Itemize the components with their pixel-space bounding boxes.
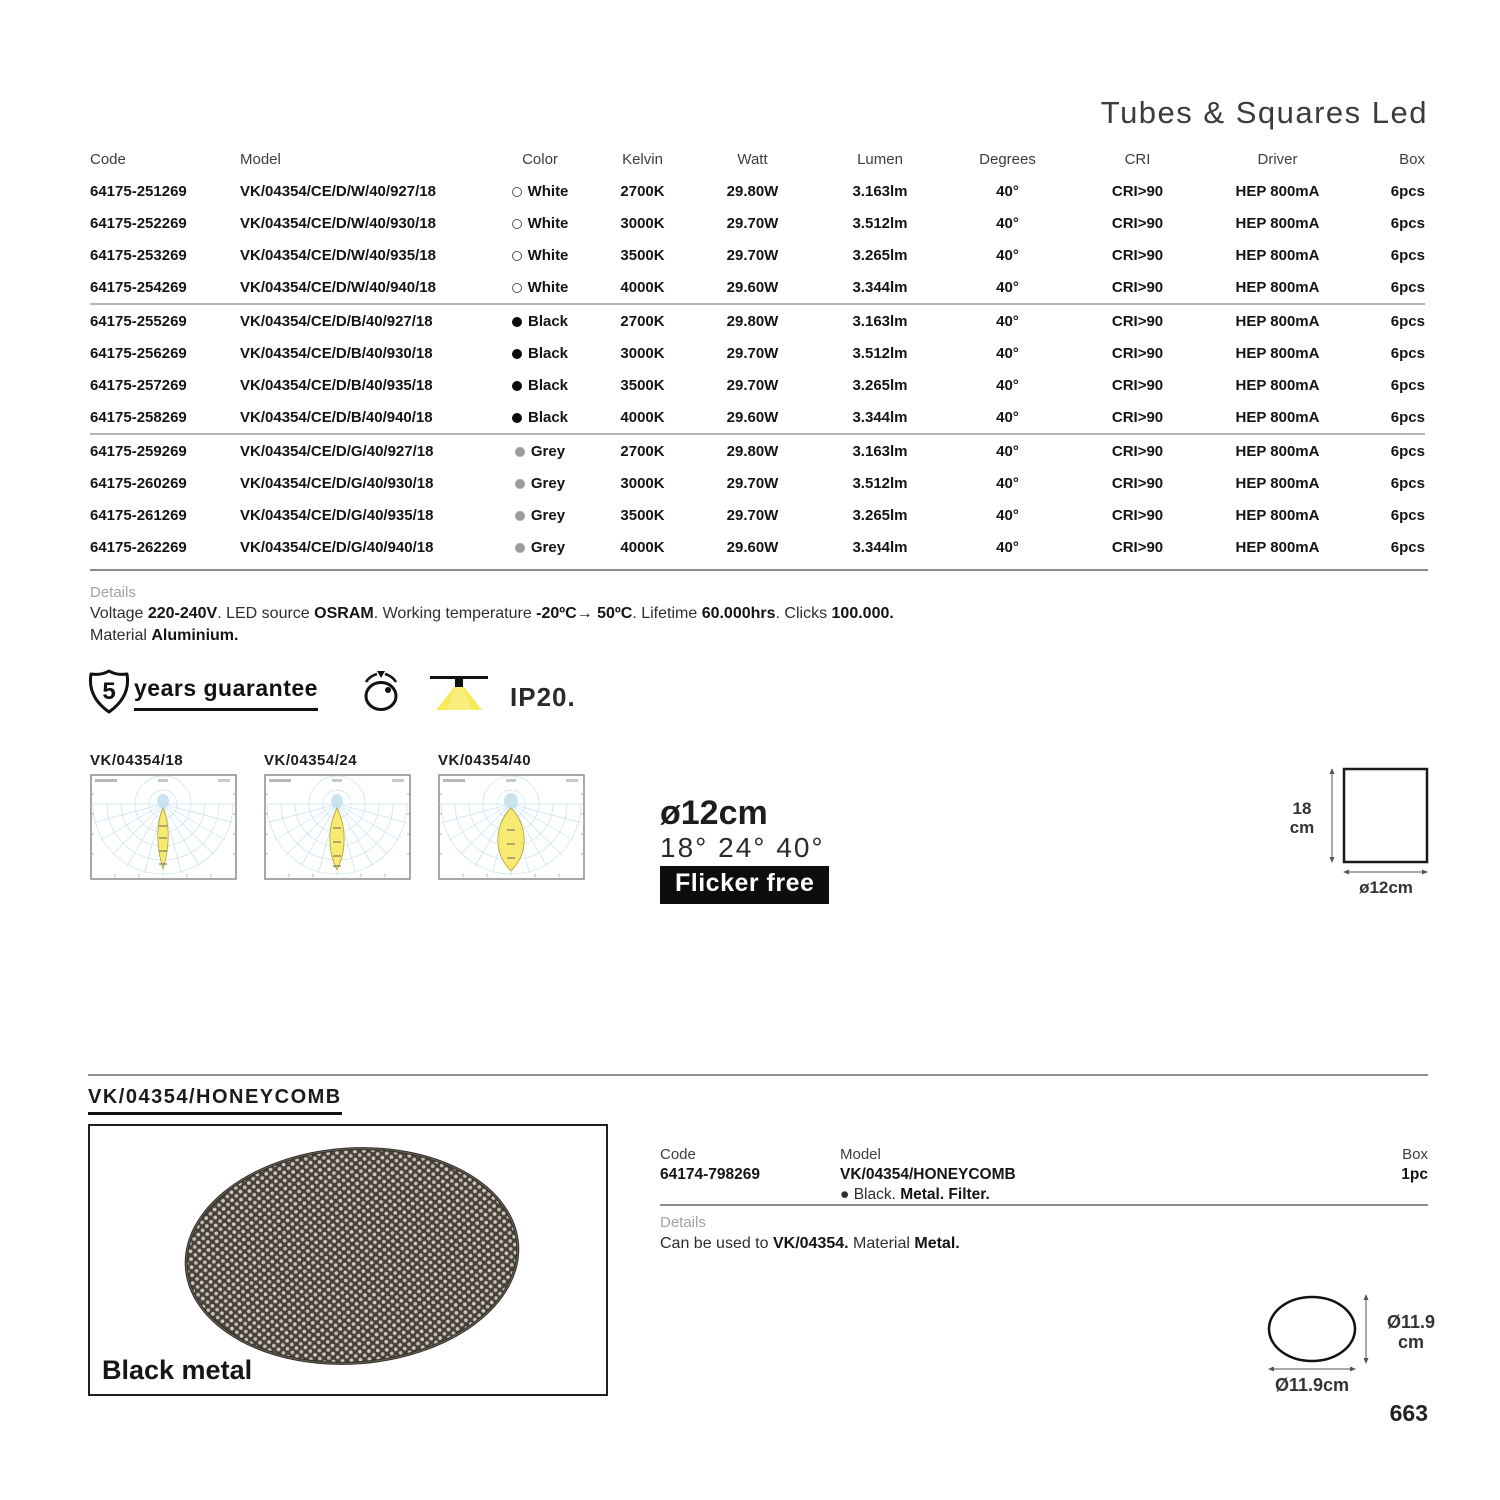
honeycomb-heading: VK/04354/HONEYCOMB — [88, 1086, 342, 1115]
color-label: White — [527, 278, 569, 296]
cell-watt: 29.70W — [726, 474, 779, 492]
col-header-model: Model — [240, 150, 281, 168]
dimmer-icon — [358, 668, 404, 718]
cell-lumen: 3.265lm — [852, 246, 908, 264]
details-line-1: Voltage 220-240V. LED source OSRAM. Working temperature -20ºC→ 50ºC. Lifetime 60.000hrs. Clicks 100.000. — [90, 605, 894, 622]
cell-cri: CRI>90 — [1111, 312, 1164, 330]
col-header-driver: Driver — [1257, 150, 1298, 168]
cell-kelvin: 2700K — [620, 182, 665, 200]
honeycomb-details-divider — [660, 1204, 1428, 1206]
diagram-label: VK/04354/18 — [90, 752, 184, 769]
cell-lumen: 3.344lm — [852, 278, 908, 296]
table-row — [90, 175, 1425, 207]
table-group — [90, 175, 1425, 305]
honeycomb-code-value: 64174-798269 — [660, 1166, 760, 1183]
cell-box: 6pcs — [1390, 474, 1425, 492]
table-header-row — [90, 143, 1425, 175]
circle-dimension-drawing — [1240, 1280, 1500, 1405]
cell-watt: 29.70W — [726, 506, 779, 524]
cell-color — [485, 279, 595, 296]
cell-model: VK/04354/CE/D/W/40/940/18 — [240, 278, 436, 296]
guarantee-label: years guarantee — [134, 675, 318, 711]
cell-kelvin: 3000K — [620, 474, 665, 492]
cell-code: 64175-256269 — [90, 344, 187, 362]
cell-color — [485, 345, 595, 362]
cell-cri: CRI>90 — [1111, 408, 1164, 426]
cell-watt: 29.70W — [726, 376, 779, 394]
color-dot-black — [512, 413, 522, 423]
color-dot-grey — [515, 479, 525, 489]
col-header-color: Color — [522, 150, 558, 168]
color-dot-white — [512, 219, 522, 229]
cell-degrees: 40° — [996, 474, 1019, 492]
color-label: Black — [527, 344, 569, 362]
honeycomb-details-line: Can be used to VK/04354. Material Metal. — [660, 1235, 960, 1252]
honeycomb-color-line: ● Black. Metal. Filter. — [840, 1186, 990, 1203]
cell-kelvin: 3000K — [620, 344, 665, 362]
cell-lumen: 3.512lm — [852, 474, 908, 492]
cell-model: VK/04354/CE/D/W/40/935/18 — [240, 246, 436, 264]
cell-watt: 29.70W — [726, 214, 779, 232]
color-label: White — [527, 246, 569, 264]
honeycomb-box-value: 1pc — [1401, 1166, 1428, 1183]
color-dot-grey — [515, 447, 525, 457]
color-label: Black — [527, 312, 569, 330]
cell-lumen: 3.512lm — [852, 214, 908, 232]
cell-watt: 29.70W — [726, 344, 779, 362]
product-table — [90, 143, 1425, 563]
color-dot-grey — [515, 543, 525, 553]
diagram-label: VK/04354/24 — [264, 752, 358, 769]
cell-cri: CRI>90 — [1111, 278, 1164, 296]
col-header-lumen: Lumen — [857, 150, 903, 168]
polar-curve-chart-18 — [90, 774, 237, 880]
col-header-cri: CRI — [1124, 150, 1151, 168]
cell-watt: 29.60W — [726, 278, 779, 296]
cell-color — [485, 409, 595, 426]
cell-lumen: 3.163lm — [852, 312, 908, 330]
table-row — [90, 435, 1425, 467]
photometric-diagram-40 — [438, 752, 585, 885]
cell-driver: HEP 800mA — [1235, 344, 1320, 362]
honeycomb-box-label: Box — [1402, 1146, 1428, 1163]
cell-color — [485, 215, 595, 232]
cell-cri: CRI>90 — [1111, 376, 1164, 394]
color-dot-black — [512, 381, 522, 391]
honeycomb-code-label: Code — [660, 1146, 696, 1163]
cell-lumen: 3.265lm — [852, 376, 908, 394]
cell-box: 6pcs — [1390, 538, 1425, 556]
cell-code: 64175-255269 — [90, 312, 187, 330]
table-row — [90, 305, 1425, 337]
cell-degrees: 40° — [996, 506, 1019, 524]
table-row — [90, 207, 1425, 239]
color-label: Black — [527, 376, 569, 394]
cell-color — [485, 377, 595, 394]
color-dot-black — [512, 349, 522, 359]
cell-code: 64175-261269 — [90, 506, 187, 524]
circle-width-dimension-label: Ø11.9cm — [1274, 1375, 1350, 1395]
cell-driver: HEP 800mA — [1235, 182, 1320, 200]
cell-color — [485, 507, 595, 524]
cell-degrees: 40° — [996, 442, 1019, 460]
photometric-diagram-18 — [90, 752, 237, 885]
honeycomb-model-value: VK/04354/HONEYCOMB — [840, 1166, 1016, 1183]
cell-degrees: 40° — [996, 214, 1019, 232]
color-label: Grey — [530, 538, 566, 556]
cell-code: 64175-260269 — [90, 474, 187, 492]
cell-driver: HEP 800mA — [1235, 506, 1320, 524]
cell-code: 64175-259269 — [90, 442, 187, 460]
cell-code: 64175-257269 — [90, 376, 187, 394]
cell-driver: HEP 800mA — [1235, 538, 1320, 556]
diameter-label: ø12cm — [660, 794, 768, 832]
cell-driver: HEP 800mA — [1235, 442, 1320, 460]
beam-angles-label: 18° 24° 40° — [660, 832, 825, 863]
cell-degrees: 40° — [996, 246, 1019, 264]
table-row — [90, 531, 1425, 563]
cell-driver: HEP 800mA — [1235, 278, 1320, 296]
cell-cri: CRI>90 — [1111, 474, 1164, 492]
honeycomb-details-label: Details — [660, 1214, 706, 1231]
cell-watt: 29.80W — [726, 312, 779, 330]
cell-color — [485, 475, 595, 492]
cell-box: 6pcs — [1390, 246, 1425, 264]
color-dot-black — [512, 317, 522, 327]
cell-kelvin: 2700K — [620, 312, 665, 330]
cell-lumen: 3.163lm — [852, 442, 908, 460]
cell-model: VK/04354/CE/D/G/40/935/18 — [240, 506, 434, 524]
color-label: Black — [527, 408, 569, 426]
cell-degrees: 40° — [996, 312, 1019, 330]
cell-model: VK/04354/CE/D/G/40/927/18 — [240, 442, 434, 460]
cell-code: 64175-254269 — [90, 278, 187, 296]
diagram-label: VK/04354/40 — [438, 752, 532, 769]
table-group — [90, 305, 1425, 435]
cell-driver: HEP 800mA — [1235, 246, 1320, 264]
honeycomb-mesh-illustration — [90, 1126, 606, 1394]
cell-watt: 29.80W — [726, 182, 779, 200]
cell-model: VK/04354/CE/D/G/40/940/18 — [240, 538, 434, 556]
cell-color — [485, 247, 595, 264]
cell-box: 6pcs — [1390, 408, 1425, 426]
cell-cri: CRI>90 — [1111, 182, 1164, 200]
col-header-watt: Watt — [737, 150, 768, 168]
cell-cri: CRI>90 — [1111, 214, 1164, 232]
cell-degrees: 40° — [996, 538, 1019, 556]
cell-watt: 29.70W — [726, 246, 779, 264]
cell-model: VK/04354/CE/D/B/40/935/18 — [240, 376, 433, 394]
details-label: Details — [90, 584, 136, 601]
cell-driver: HEP 800mA — [1235, 408, 1320, 426]
flicker-free-badge: Flicker free — [660, 866, 829, 904]
table-row — [90, 499, 1425, 531]
cell-box: 6pcs — [1390, 442, 1425, 460]
page-number: 663 — [1389, 1400, 1428, 1426]
cell-kelvin: 4000K — [620, 408, 665, 426]
cell-kelvin: 2700K — [620, 442, 665, 460]
cell-driver: HEP 800mA — [1235, 474, 1320, 492]
cell-degrees: 40° — [996, 376, 1019, 394]
cell-box: 6pcs — [1390, 376, 1425, 394]
page-title: Tubes & Squares Led — [1100, 95, 1428, 130]
cell-lumen: 3.512lm — [852, 344, 908, 362]
circle-height-dimension-label: Ø11.9 cm — [1386, 1312, 1436, 1352]
cell-code: 64175-262269 — [90, 538, 187, 556]
cell-kelvin: 3500K — [620, 376, 665, 394]
guarantee-shield-icon — [86, 668, 132, 716]
cell-box: 6pcs — [1390, 506, 1425, 524]
cell-code: 64175-252269 — [90, 214, 187, 232]
polar-curve-chart-40 — [438, 774, 585, 880]
table-end-divider — [90, 569, 1428, 571]
cell-lumen: 3.265lm — [852, 506, 908, 524]
honeycomb-caption: Black metal — [102, 1355, 253, 1385]
table-row — [90, 369, 1425, 401]
cell-model: VK/04354/CE/D/W/40/927/18 — [240, 182, 436, 200]
cell-degrees: 40° — [996, 278, 1019, 296]
cell-model: VK/04354/CE/D/B/40/930/18 — [240, 344, 433, 362]
svg-text:5: 5 — [102, 678, 116, 705]
cell-box: 6pcs — [1390, 312, 1425, 330]
cell-color — [485, 443, 595, 460]
cell-cri: CRI>90 — [1111, 506, 1164, 524]
color-dot-grey — [515, 511, 525, 521]
table-row — [90, 271, 1425, 303]
cell-color — [485, 539, 595, 556]
cell-cri: CRI>90 — [1111, 442, 1164, 460]
cell-cri: CRI>90 — [1111, 344, 1164, 362]
table-body — [90, 175, 1425, 563]
osram-brand: OSRAM — [314, 605, 374, 622]
col-header-kelvin: Kelvin — [622, 150, 663, 168]
cell-kelvin: 4000K — [620, 538, 665, 556]
width-dimension-label: ø12cm — [1359, 878, 1413, 897]
cell-degrees: 40° — [996, 408, 1019, 426]
color-label: White — [527, 214, 569, 232]
cell-kelvin: 4000K — [620, 278, 665, 296]
cell-code: 64175-251269 — [90, 182, 187, 200]
col-header-code: Code — [90, 150, 126, 168]
table-row — [90, 401, 1425, 433]
cell-code: 64175-258269 — [90, 408, 187, 426]
cell-degrees: 40° — [996, 182, 1019, 200]
square-dimension-drawing — [1280, 755, 1450, 905]
black-dot-bullet: ● — [840, 1186, 850, 1203]
cell-watt: 29.80W — [726, 442, 779, 460]
cell-box: 6pcs — [1390, 278, 1425, 296]
cell-cri: CRI>90 — [1111, 538, 1164, 556]
cell-box: 6pcs — [1390, 214, 1425, 232]
cell-color — [485, 313, 595, 330]
height-dimension-label: 18 cm — [1289, 799, 1315, 837]
cell-kelvin: 3500K — [620, 246, 665, 264]
cell-watt: 29.60W — [726, 538, 779, 556]
section-divider — [88, 1074, 1428, 1076]
cell-degrees: 40° — [996, 344, 1019, 362]
cell-kelvin: 3500K — [620, 506, 665, 524]
col-header-box: Box — [1399, 150, 1425, 168]
photometric-diagram-24 — [264, 752, 411, 885]
table-row — [90, 239, 1425, 271]
honeycomb-product-image — [88, 1124, 608, 1396]
color-dot-white — [512, 251, 522, 261]
table-row — [90, 337, 1425, 369]
cell-box: 6pcs — [1390, 344, 1425, 362]
cell-kelvin: 3000K — [620, 214, 665, 232]
cell-driver: HEP 800mA — [1235, 312, 1320, 330]
color-dot-white — [512, 283, 522, 293]
cell-model: VK/04354/CE/D/G/40/930/18 — [240, 474, 434, 492]
cell-driver: HEP 800mA — [1235, 376, 1320, 394]
ip-rating: IP20. — [510, 682, 576, 712]
cell-model: VK/04354/CE/D/B/40/940/18 — [240, 408, 433, 426]
cell-lumen: 3.344lm — [852, 408, 908, 426]
cell-lumen: 3.344lm — [852, 538, 908, 556]
ceiling-light-icon — [428, 670, 490, 712]
cell-box: 6pcs — [1390, 182, 1425, 200]
color-dot-white — [512, 187, 522, 197]
color-label: Grey — [530, 442, 566, 460]
table-row — [90, 467, 1425, 499]
details-line-2: Material Aluminium. — [90, 627, 239, 644]
color-label: Grey — [530, 506, 566, 524]
cell-code: 64175-253269 — [90, 246, 187, 264]
color-label: White — [527, 182, 569, 200]
honeycomb-model-label: Model — [840, 1146, 881, 1163]
cell-lumen: 3.163lm — [852, 182, 908, 200]
cell-driver: HEP 800mA — [1235, 214, 1320, 232]
polar-curve-chart-24 — [264, 774, 411, 880]
cell-cri: CRI>90 — [1111, 246, 1164, 264]
cell-model: VK/04354/CE/D/W/40/930/18 — [240, 214, 436, 232]
cell-watt: 29.60W — [726, 408, 779, 426]
cell-color — [485, 183, 595, 200]
table-group — [90, 435, 1425, 563]
color-label: Grey — [530, 474, 566, 492]
cell-model: VK/04354/CE/D/B/40/927/18 — [240, 312, 433, 330]
col-header-degrees: Degrees — [979, 150, 1036, 168]
